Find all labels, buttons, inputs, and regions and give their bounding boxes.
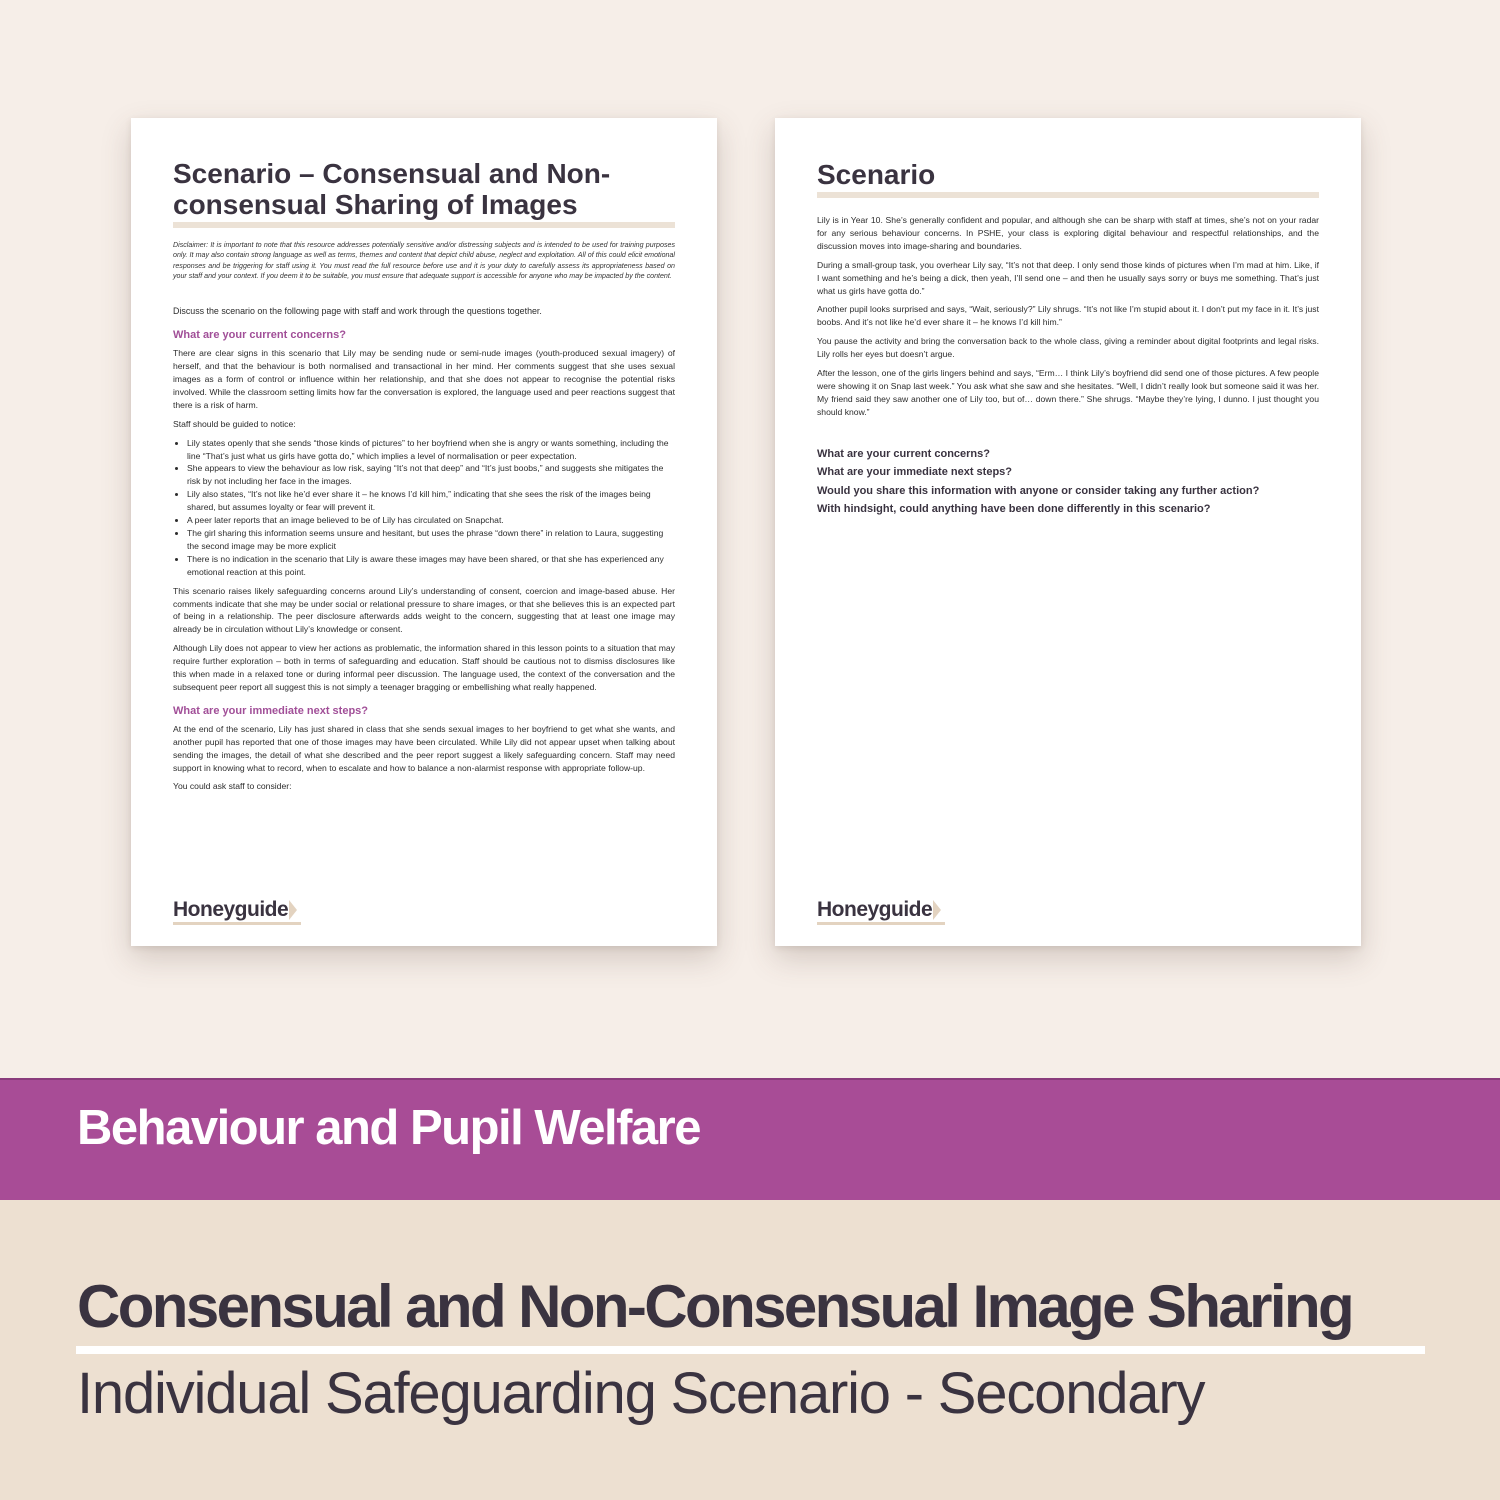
- disclaimer-text: Disclaimer: It is important to note that this resource addresses potentially sensitive and/or distressing subjects and is intended to be used for training purposes only. It may also contain strong language as well as terms, themes and content that depict child abuse, neglect and exploitation. All of this could elicit emotional responses and be triggering for staff using it. You must read the full resource before use and it is your duty to carefully assess its appropriateness based on your staff and your context. If you deem it to be suitable, you must ensure that adequate support is accessible for anyone who may be impacted by the content.: [173, 241, 675, 280]
- question-item: What are your immediate next steps?: [817, 466, 1012, 479]
- list-item: • A peer later reports that an image believed to be of Lily has circulated on Snapchat.: [187, 514, 675, 527]
- logo-text: Honeyguide: [817, 898, 933, 921]
- category-band: [0, 1078, 1500, 1200]
- list-item: • She appears to view the behaviour as low risk, saying “It’s not that deep” and “It’s just boobs,” and suggests she mitigates the risk by not including her face in the images.: [187, 462, 675, 488]
- question-list: [817, 445, 1319, 519]
- logo-text: Honeyguide: [173, 898, 289, 921]
- question-item: What are your current concerns?: [817, 447, 990, 460]
- question-item: Would you share this information with anyone or consider taking any further action?: [817, 484, 1260, 497]
- logo-underline: [173, 922, 301, 925]
- document-page-right: [775, 118, 1361, 946]
- concerns-paragraph: There are clear signs in this scenario that Lily may be sending nude or semi-nude images (youth-produced sexual imagery) of herself, and that the behaviour is both normalised and transactional in her mind. Her comments suggest that she uses sexual images as a form of control or influence within her relationship, and that she does not appear to recognise the potential risks involved. While the classroom setting limits how far the conversation is explored, the language used and peer reactions suggest that there is a risk of harm.: [173, 348, 675, 410]
- list-item: • Lily states openly that she sends “those kinds of pictures” to her boyfriend when she is angry or wants something, including the line “That’s just what us girls have gotta do,” which implies a level of normalisation or peer expectation.: [187, 437, 675, 463]
- chevron-right-icon: [289, 900, 297, 920]
- list-item: • Lily also states, “It’s not like he’d ever share it – he knows I’d kill him,” indicating that she sees the risk of the images being shared, but assumes loyalty or fear will prevent it.: [187, 488, 675, 514]
- question-item: With hindsight, could anything have been done differently in this scenario?: [817, 503, 1211, 516]
- intro-text: Discuss the scenario on the following page with staff and work through the questions together.: [173, 306, 542, 317]
- document-page-left: [131, 118, 717, 946]
- honeyguide-logo: [173, 898, 297, 922]
- category-label: Behaviour and Pupil Welfare: [77, 1101, 700, 1155]
- notice-intro: Staff should be guided to notice:: [173, 418, 296, 429]
- list-item: • The girl sharing this information seems unsure and hesitant, but uses the phrase “down there” in relation to Laura, suggesting the second image may be more explicit: [187, 527, 675, 553]
- list-item: • There is no indication in the scenario that Lily is aware these images may have been shared, or that she has experienced any emotional reaction at this point.: [187, 553, 675, 579]
- scenario-paragraph: Another pupil looks surprised and says, “Wait, seriously?” Lily shrugs. “It’s not like I’m stupid about it. I don’t put my face in it. It’s just boobs. And it’s not like he’d ever share it – he knows I’d kill him.”: [817, 304, 1319, 328]
- heading-current-concerns: What are your current concerns?: [173, 329, 346, 342]
- page-title: Scenario – Consensual and Non-consensual Sharing of Images: [173, 158, 675, 228]
- honeyguide-logo: [817, 898, 941, 922]
- ask-staff-text: You could ask staff to consider:: [173, 781, 292, 792]
- although-paragraph: Although Lily does not appear to view her actions as problematic, the information shared in this lesson points to a situation that may require further exploration – both in terms of safeguarding and education. Staff should be cautious not to dismiss disclosures like this when made in a relaxed tone or during informal peer discussion. The language used, the context of the conversation and the subsequent peer report all suggest this is not simply a teenager bragging or embellishing what really happened.: [173, 643, 675, 692]
- product-subtitle: Individual Safeguarding Scenario - Secondary: [77, 1361, 1205, 1426]
- title-divider: [76, 1346, 1425, 1354]
- scenario-paragraph: Lily is in Year 10. She’s generally confident and popular, and although she can be sharp with staff at times, she’s not on your radar for any serious behaviour concerns. In PSHE, your class is exploring digital behaviour and respectful relationships, and the discussion moves into image-sharing and boundaries.: [817, 215, 1319, 251]
- scenario-body: [817, 214, 1319, 419]
- product-footer: [0, 1200, 1500, 1500]
- scenario-paragraph: You pause the activity and bring the conversation back to the whole class, giving a reminder about digital footprints and legal risks. Lily rolls her eyes but doesn’t argue.: [817, 336, 1319, 360]
- scenario-paragraph: After the lesson, one of the girls lingers behind and says, “Erm… I think Lily’s boyfriend did send one of those pictures. A few people were showing it on Snap last week.” You ask what she saw and she hesitates. “Well, I didn’t really look but someone said it was her. My friend said they saw another one of Lily too, but of… down there.” She shrugs. “Maybe they’re lying, I dunno. I just thought you should know.”: [817, 368, 1319, 417]
- safeguarding-paragraph: This scenario raises likely safeguarding concerns around Lily’s understanding of consent, coercion and image-based abuse. Her comments indicate that she may be under social or relational pressure to share images, or that she believes this is an expected part of being in a relationship. The peer disclosure afterwards adds weight to the concern, suggesting that at least one image may already be in circulation without Lily’s knowledge or consent.: [173, 585, 675, 635]
- logo-underline: [817, 922, 945, 925]
- scenario-paragraph: During a small-group task, you overhear Lily say, “It’s not that deep. I only send those kinds of pictures when I’m mad at him. Like, if I want something and he’s being a dick, then yeah, I’ll send one – and then he usually says sorry or buys me something. That’s just what us girls have gotta do.”: [817, 259, 1319, 296]
- product-title: Consensual and Non-Consensual Image Sharing: [77, 1273, 1353, 1340]
- next-steps-paragraph: At the end of the scenario, Lily has just shared in class that she sends sexual images to her boyfriend to get what she wants, and another pupil has reported that one of those images may have been circulated. While Lily did not appear upset when talking about sending the images, the detail of what she described and the peer report suggest a likely safeguarding concern. Staff may need support in knowing what to record, when to escalate and how to balance a non-alarmist response with appropriate follow-up.: [173, 723, 675, 773]
- chevron-right-icon: [933, 900, 941, 920]
- page-title: Scenario: [817, 159, 1319, 198]
- heading-next-steps: What are your immediate next steps?: [173, 704, 368, 717]
- notice-list: [173, 437, 675, 579]
